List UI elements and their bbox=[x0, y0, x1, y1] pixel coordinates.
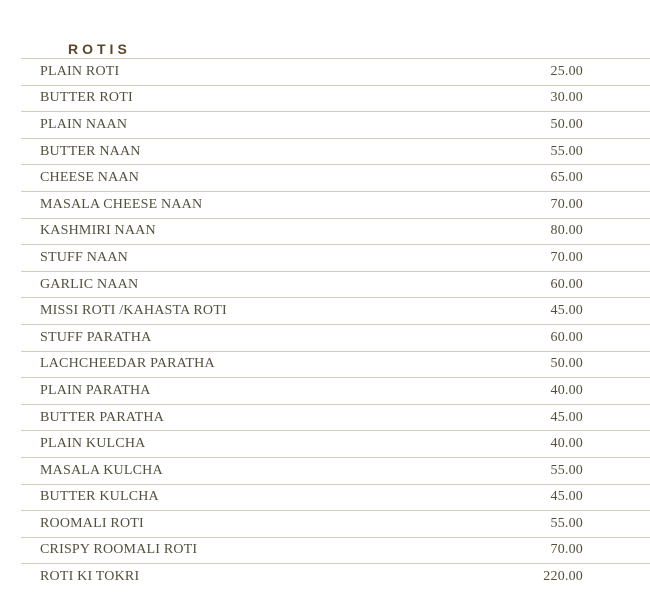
menu-item-name: STUFF PARATHA bbox=[40, 329, 152, 345]
menu-item-row bbox=[21, 58, 650, 85]
menu-item-name: LACHCHEEDAR PARATHA bbox=[40, 356, 215, 372]
menu-item-row bbox=[21, 271, 650, 298]
menu-item-row bbox=[21, 85, 650, 112]
menu-item-name: KASHMIRI NAAN bbox=[40, 223, 156, 239]
menu-item-name: BUTTER ROTI bbox=[40, 90, 133, 106]
menu-item-row bbox=[21, 377, 650, 404]
menu-item-row bbox=[21, 563, 650, 590]
menu-price-table bbox=[21, 58, 650, 590]
menu-item-price: 50.00 bbox=[550, 116, 583, 132]
menu-item-name: ROOMALI ROTI bbox=[40, 515, 144, 531]
menu-item-price: 45.00 bbox=[550, 409, 583, 425]
menu-item-name: MISSI ROTI /KAHASTA ROTI bbox=[40, 303, 227, 319]
menu-item-row bbox=[21, 430, 650, 457]
menu-item-name: CHEESE NAAN bbox=[40, 170, 140, 186]
menu-item-name: STUFF NAAN bbox=[40, 249, 128, 265]
menu-item-name: PLAIN PARATHA bbox=[40, 382, 151, 398]
menu-item-row bbox=[21, 457, 650, 484]
menu-item-price: 25.00 bbox=[550, 63, 583, 79]
menu-item-price: 45.00 bbox=[550, 489, 583, 505]
menu-item-name: PLAIN KULCHA bbox=[40, 436, 146, 452]
menu-item-row bbox=[21, 297, 650, 324]
menu-item-price: 50.00 bbox=[550, 356, 583, 372]
menu-item-price: 45.00 bbox=[550, 303, 583, 319]
menu-item-row bbox=[21, 111, 650, 138]
menu-item-name: MASALA KULCHA bbox=[40, 462, 163, 478]
menu-item-row bbox=[21, 164, 650, 191]
menu-item-row bbox=[21, 324, 650, 351]
menu-item-row bbox=[21, 404, 650, 431]
menu-item-row bbox=[21, 218, 650, 245]
menu-item-price: 70.00 bbox=[550, 196, 583, 212]
menu-item-price: 80.00 bbox=[550, 223, 583, 239]
menu-item-name: ROTI KI TOKRI bbox=[40, 569, 140, 585]
menu-item-row bbox=[21, 244, 650, 271]
menu-item-price: 40.00 bbox=[550, 436, 583, 452]
menu-item-price: 55.00 bbox=[550, 462, 583, 478]
menu-item-row bbox=[21, 191, 650, 218]
menu-item-name: BUTTER PARATHA bbox=[40, 409, 165, 425]
menu-item-price: 30.00 bbox=[550, 90, 583, 106]
menu-item-name: BUTTER NAAN bbox=[40, 143, 141, 159]
menu-item-price: 220.00 bbox=[543, 569, 583, 585]
section-title: ROTIS bbox=[68, 40, 131, 57]
menu-item-price: 55.00 bbox=[550, 515, 583, 531]
menu-item-row bbox=[21, 484, 650, 511]
menu-item-name: BUTTER KULCHA bbox=[40, 489, 159, 505]
menu-item-price: 70.00 bbox=[550, 249, 583, 265]
menu-item-price: 55.00 bbox=[550, 143, 583, 159]
menu-item-price: 60.00 bbox=[550, 329, 583, 345]
menu-item-name: PLAIN ROTI bbox=[40, 63, 120, 79]
menu-item-row bbox=[21, 351, 650, 378]
menu-item-row bbox=[21, 510, 650, 537]
menu-item-name: CRISPY ROOMALI ROTI bbox=[40, 542, 198, 558]
menu-item-name: GARLIC NAAN bbox=[40, 276, 139, 292]
menu-item-price: 40.00 bbox=[550, 382, 583, 398]
menu-item-row bbox=[21, 537, 650, 564]
menu-item-name: MASALA CHEESE NAAN bbox=[40, 196, 203, 212]
menu-item-row bbox=[21, 138, 650, 165]
menu-item-name: PLAIN NAAN bbox=[40, 116, 128, 132]
menu-item-price: 65.00 bbox=[550, 170, 583, 186]
menu-item-price: 60.00 bbox=[550, 276, 583, 292]
menu-item-price: 70.00 bbox=[550, 542, 583, 558]
